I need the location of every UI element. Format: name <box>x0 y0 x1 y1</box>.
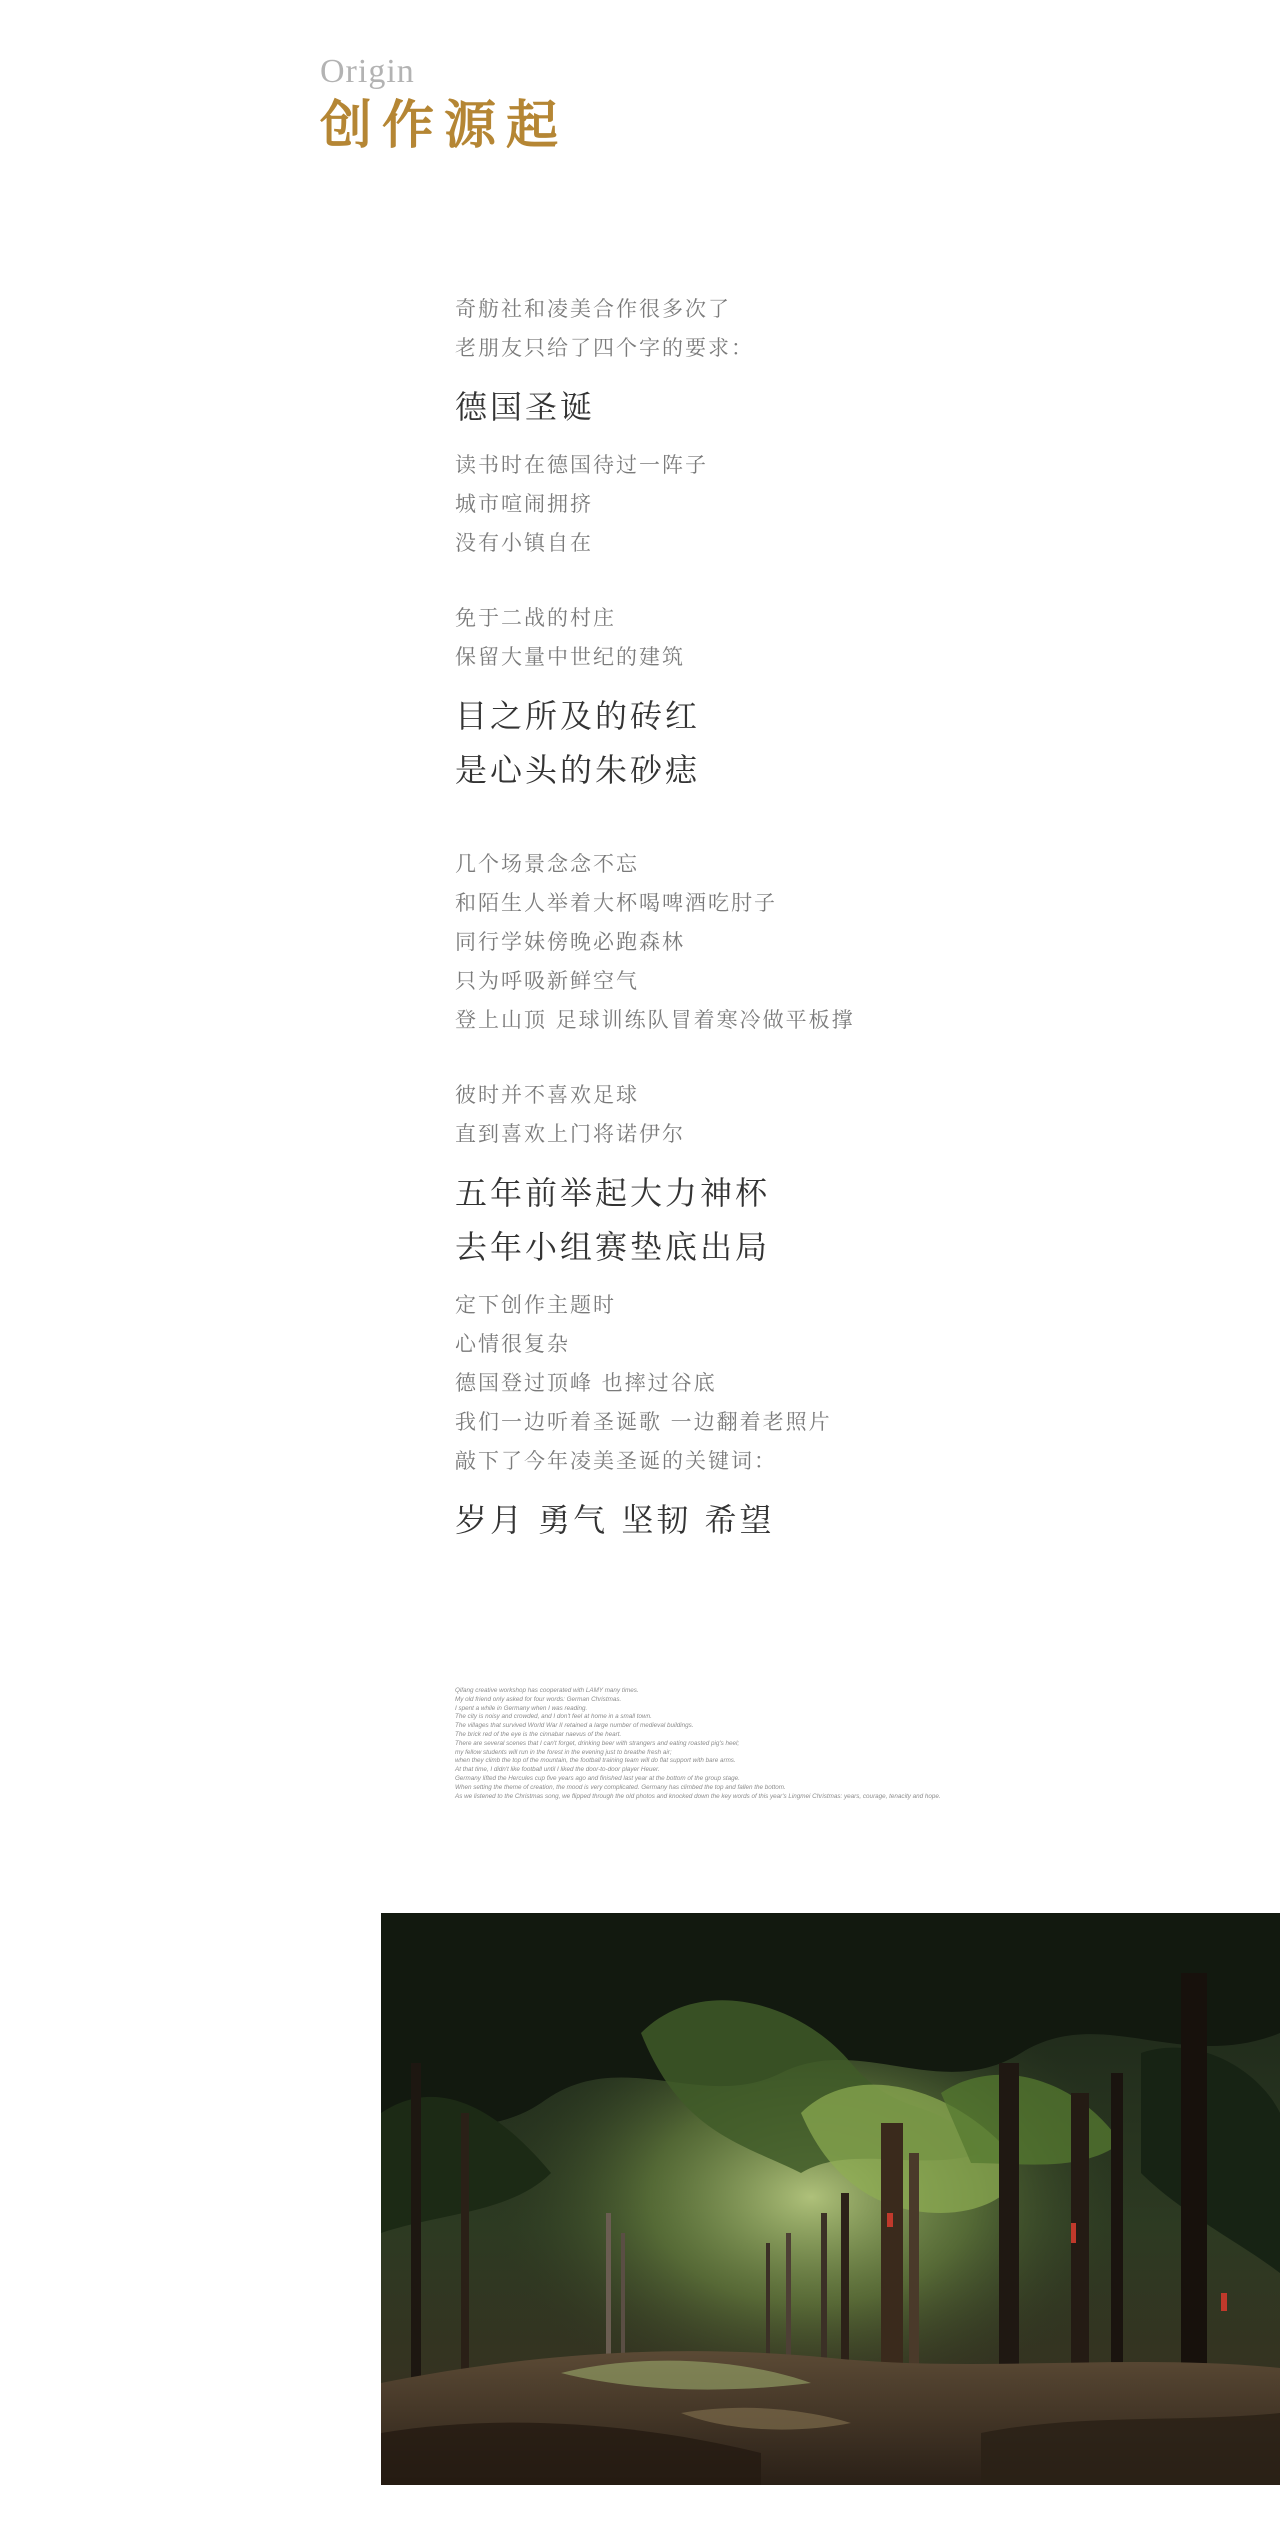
poem-line: 奇舫社和凌美合作很多次了 <box>455 297 731 321</box>
poem-line: 定下创作主题时 <box>455 1293 616 1317</box>
poem-line: 和陌生人举着大杯喝啤酒吃肘子 <box>455 891 777 915</box>
section-header <box>320 52 568 158</box>
poem-line: 城市喧闹拥挤 <box>455 492 593 516</box>
poem-line: 读书时在德国待过一阵子 <box>455 453 708 477</box>
poem-line: 敲下了今年凌美圣诞的关键词： <box>455 1449 777 1473</box>
poem-highlight-line: 去年小组赛垫底出局 <box>455 1228 771 1266</box>
english-translation <box>455 1687 1055 1801</box>
poem-line: 登上山顶 足球训练队冒着寒冷做平板撑 <box>455 1008 855 1032</box>
poem-line: 老朋友只给了四个字的要求： <box>455 336 754 360</box>
translation-line: I spent a while in Germany when I was reading. <box>455 1704 588 1712</box>
translation-line: When setting the theme of creation, the mood is very complicated. Germany has climbed the top and fallen the bottom. <box>455 1783 786 1791</box>
poem-line: 没有小镇自在 <box>455 531 593 555</box>
poem-line: 同行学妹傍晚必跑森林 <box>455 930 685 954</box>
poem-highlight-line: 是心头的朱砂痣 <box>455 751 701 789</box>
poem-line: 我们一边听着圣诞歌 一边翻着老照片 <box>455 1410 832 1434</box>
translation-line: At that time, I didn't like football until I liked the door-to-door player Heuer. <box>455 1766 660 1774</box>
poem-theme: 德国圣诞 <box>455 388 596 426</box>
poem-keywords: 岁月 勇气 坚韧 希望 <box>455 1501 775 1539</box>
forest-illustration <box>381 1913 1280 2485</box>
poem-line: 免于二战的村庄 <box>455 606 616 630</box>
translation-line: when they climb the top of the mountain, the football training team will do flat support with bare arms. <box>455 1757 736 1765</box>
forest-photo <box>381 1913 1280 2485</box>
section-title: 创作源起 <box>320 95 569 156</box>
poem-line: 保留大量中世纪的建筑 <box>455 645 685 669</box>
translation-line: my fellow students will run in the forest in the evening just to breathe fresh air; <box>455 1748 672 1756</box>
poem-text <box>455 290 1155 1547</box>
section-label-origin: Origin <box>320 53 415 90</box>
translation-line: As we listened to the Christmas song, we flipped through the old photos and knocked down the key words of this year's Lingmei Christmas: years, courage, tenacity and hope. <box>455 1792 941 1800</box>
translation-line: Qifang creative workshop has cooperated with LAMY many times. <box>455 1687 639 1694</box>
translation-line: There are several scenes that I can't forget, drinking beer with strangers and eating roasted pig's heel; <box>455 1739 740 1747</box>
translation-line: My old friend only asked for four words: German Christmas. <box>455 1695 622 1703</box>
poem-highlight-line: 目之所及的砖红 <box>455 697 701 735</box>
poem-highlight-line: 五年前举起大力神杯 <box>455 1174 771 1212</box>
poem-line: 几个场景念念不忘 <box>455 852 639 876</box>
translation-line: The villages that survived World War II retained a large number of medieval buildings. <box>455 1722 694 1730</box>
translation-line: The brick red of the eye is the cinnabar naevus of the heart. <box>455 1730 622 1738</box>
poem-line: 直到喜欢上门将诺伊尔 <box>455 1122 685 1146</box>
poem-line: 德国登过顶峰 也摔过谷底 <box>455 1371 717 1395</box>
poem-line: 心情很复杂 <box>455 1332 570 1356</box>
poem-line: 彼时并不喜欢足球 <box>455 1083 639 1107</box>
poem-line: 只为呼吸新鲜空气 <box>455 969 639 993</box>
translation-line: Germany lifted the Hercules cup five years ago and finished last year at the bottom of the group stage. <box>455 1774 740 1782</box>
translation-line: The city is noisy and crowded, and I don't feel at home in a small town. <box>455 1713 652 1721</box>
